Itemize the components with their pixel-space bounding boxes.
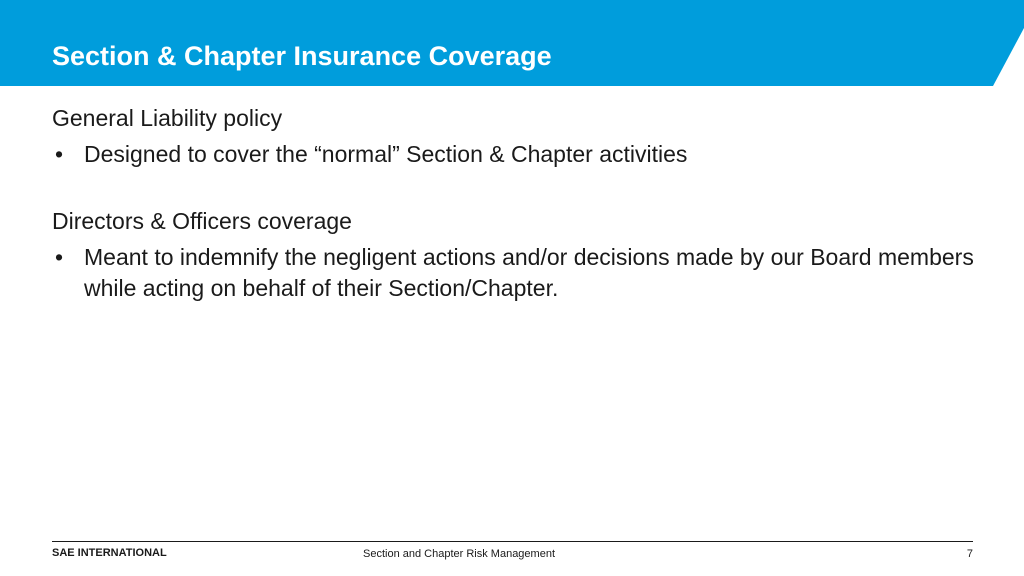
page-number: 7 [966, 548, 973, 560]
section-heading: General Liability policy [52, 105, 283, 131]
footer-brand: SAE INTERNATIONAL [52, 547, 167, 559]
bullet-text: Designed to cover the “normal” Section & Chapter activities [84, 141, 688, 167]
bullet-item [52, 139, 982, 170]
bullet-glyph: • [55, 244, 64, 270]
footer-title: Section and Chapter Risk Management [363, 548, 555, 560]
bullet-text: Meant to indemnify the negligent actions and/or decisions made by our Board members while acting on behalf of their Section/Chapter. [84, 244, 974, 301]
bullet-item [52, 242, 982, 304]
section-heading: Directors & Officers coverage [52, 208, 352, 234]
slide-title: Section & Chapter Insurance Coverage [52, 41, 552, 71]
section-spacer [52, 170, 982, 206]
bullet-list [52, 242, 982, 304]
section-directors-officers [52, 206, 982, 304]
bullet-glyph: • [55, 141, 64, 167]
section-general-liability [52, 103, 982, 170]
slide-content [52, 103, 982, 304]
bullet-list [52, 139, 982, 170]
footer-divider [52, 541, 973, 542]
